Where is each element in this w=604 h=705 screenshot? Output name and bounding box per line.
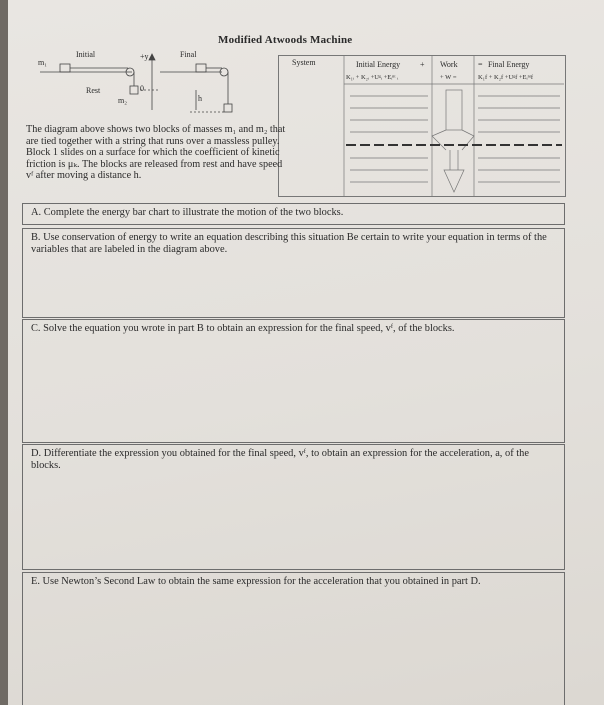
final-block-m2 (224, 104, 232, 112)
question-c-text: C. Solve the equation you wrote in part B to obtain an expression for the final speed, vᶠ, of the blocks. (31, 323, 455, 334)
question-c-box[interactable] (22, 319, 565, 443)
y-axis-arrow (149, 54, 155, 60)
axis-label: +y (140, 52, 149, 61)
initial-energy-label: Initial Energy (356, 60, 401, 69)
question-d-text: D. Differentiate the expression you obtained for the final speed, vᶠ, to obtain an expression for the acceleration, a, of the blocks. (31, 448, 529, 471)
m2-label: m₂ (118, 96, 128, 105)
final-block-m1 (196, 64, 206, 72)
initial-block-m2 (130, 86, 138, 94)
question-e-text: E. Use Newton’s Second Law to obtain the same expression for the acceleration that you obtained in part D. (31, 576, 481, 587)
initial-energy-terms: K₁ᵢ + K₂ᵢ +Uᵍᵢ +Eᵢⁿᵗ ᵢ (346, 74, 399, 81)
initial-label: Initial (76, 50, 96, 59)
h-label: h (198, 94, 202, 103)
initial-block-m1 (60, 64, 70, 72)
question-d-box[interactable] (22, 444, 565, 570)
final-energy-terms: K₁f + K₂f +Uᵍf +Eᵢⁿᵗf (478, 74, 534, 81)
system-label: System (292, 58, 316, 67)
plus-sign: + (420, 60, 425, 69)
question-a-box (22, 203, 565, 225)
question-b-box[interactable] (22, 228, 565, 318)
m1-label: m₁ (38, 58, 48, 67)
final-label: Final (180, 50, 197, 59)
equals-sign: = (478, 60, 483, 69)
problem-intro: The diagram above shows two blocks of masses m₁ and m₂ that are tied together with a string that runs over a massless pulley. Block 1 slides on a surface for which the coefficient of kinetic friction is μₖ. The blocks are released from rest and have speed vᶠ after moving a distance h. (26, 124, 286, 182)
question-b-text: B. Use conservation of energy to write an equation describing this situation Be certain to write your equation in terms of the variables that are labeled in the diagram above. (31, 232, 547, 255)
page-title: Modified Atwoods Machine (218, 34, 353, 46)
rest-label: Rest (86, 86, 101, 95)
question-e-box[interactable] (22, 572, 565, 705)
final-energy-label: Final Energy (488, 60, 530, 69)
work-terms: + W = (440, 74, 457, 81)
question-a-text: A. Complete the energy bar chart to illustrate the motion of the two blocks. (31, 207, 344, 218)
zero-label: 0 (140, 84, 144, 93)
work-label: Work (440, 60, 458, 69)
